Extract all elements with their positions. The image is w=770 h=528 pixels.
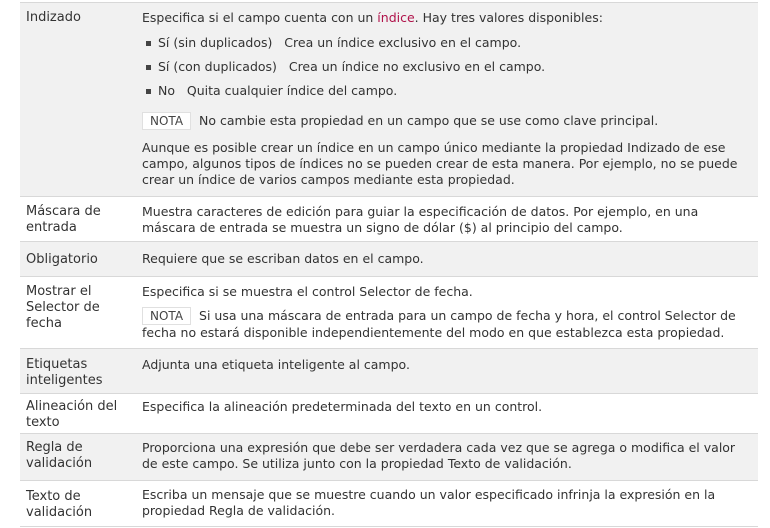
bullet-icon <box>146 65 151 70</box>
nota-text: Si usa una máscara de entrada para un campo de fecha y hora, el control Selector de fecha no estará disponible independientemente del modo en que establezca esta propiedad. <box>142 308 736 340</box>
property-description <box>142 284 754 341</box>
property-description <box>142 10 754 197</box>
table-row-mostrar-selector-fecha <box>20 276 758 349</box>
indice-link[interactable]: índice <box>377 10 415 25</box>
bullet-icon <box>146 89 151 94</box>
selector-intro: Especifica si se muestra el control Selector de fecha. <box>142 284 473 299</box>
property-description: Escriba un mensaje que se muestre cuando un valor especificado infrinja la expresión en la propiedad Regla de validación. <box>142 487 716 518</box>
table-row-texto-de-validacion <box>20 480 758 527</box>
property-name: Mostrar el Selector de fecha <box>26 284 100 331</box>
table-row-indizado <box>20 2 758 197</box>
nota-block <box>142 307 754 341</box>
property-name: Alineación del texto <box>26 399 118 430</box>
table-row-alineacion-del-texto <box>20 393 758 434</box>
property-description: Muestra caracteres de edición para guiar la especificación de datos. Por ejemplo, en una máscara de entrada se muestra un signo de dólar ($) al principio del campo. <box>142 204 699 235</box>
nota-label: NOTA <box>142 112 191 130</box>
table-row-obligatorio <box>20 241 758 277</box>
property-description: Requiere que se escriban datos en el campo. <box>142 251 424 266</box>
property-description: Especifica la alineación predeterminada del texto en un control. <box>142 399 543 414</box>
bullet-text: No Quita cualquier índice del campo. <box>158 83 398 98</box>
nota-text: No cambie esta propiedad en un campo que se use como clave principal. <box>199 113 659 128</box>
property-name: Etiquetas inteligentes <box>26 357 103 388</box>
indizado-intro <box>142 10 754 26</box>
bullet-icon <box>146 41 151 46</box>
property-name: Máscara de entrada <box>26 204 101 235</box>
bullet-text: Sí (sin duplicados) Crea un índice exclusivo en el campo. <box>158 35 522 50</box>
nota-block <box>142 112 754 130</box>
property-name: Indizado <box>26 10 81 25</box>
bullet-text: Sí (con duplicados) Crea un índice no exclusivo en el campo. <box>158 59 546 74</box>
nota-label: NOTA <box>142 307 191 325</box>
table-bottom-border <box>20 526 758 527</box>
intro-text-end: . Hay tres valores disponibles: <box>414 10 603 25</box>
property-description: Adjunta una etiqueta inteligente al campo. <box>142 357 410 372</box>
property-name: Texto de validación <box>26 489 93 520</box>
indizado-extra: Aunque es posible crear un índice en un campo único mediante la propiedad Indizado de ese campo, algunos tipos de índices no se pueden crear de esta manera. Por ejemplo, no se puede crear un índice de varios campos mediante esta propiedad. <box>142 140 738 187</box>
list-item <box>146 83 754 99</box>
property-name: Obligatorio <box>26 252 98 267</box>
intro-text: Especifica si el campo cuenta con un <box>142 10 378 25</box>
table-row-etiquetas-inteligentes <box>20 348 758 394</box>
list-item <box>146 35 754 51</box>
property-description: Proporciona una expresión que debe ser verdadera cada vez que se agrega o modifica el valor de este campo. Se utiliza junto con la propiedad Texto de validación. <box>142 440 736 471</box>
table-row-regla-de-validacion <box>20 433 758 481</box>
property-name: Regla de validación <box>26 440 93 471</box>
table-row-mascara-de-entrada <box>20 196 758 242</box>
list-item <box>146 59 754 75</box>
